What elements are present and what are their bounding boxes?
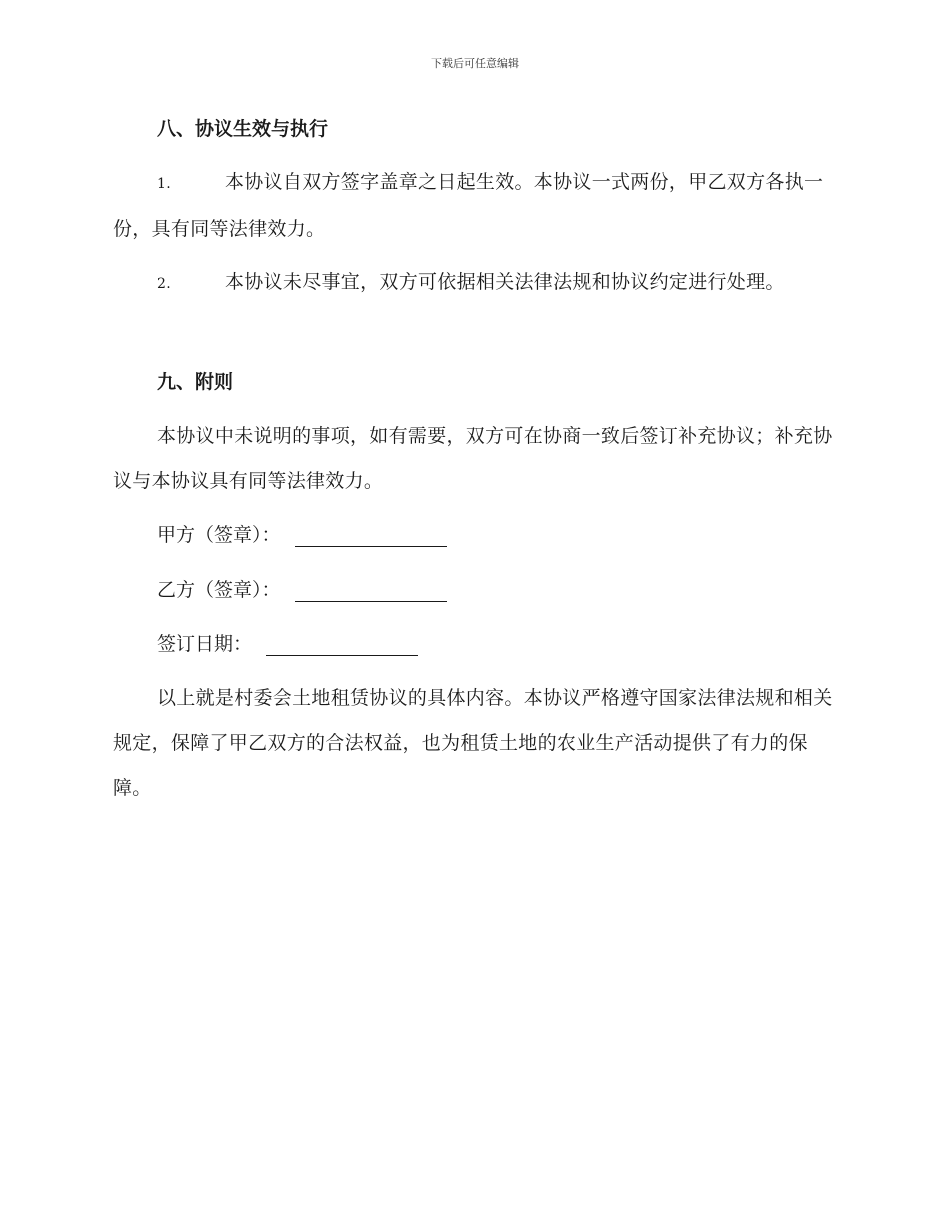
item-number: 1. (157, 176, 171, 192)
header-note: 下载后可任意编辑 (431, 57, 519, 70)
signing-date-label: 签订日期： (157, 633, 253, 655)
party-a-signature-blank[interactable] (295, 526, 447, 547)
section-8-item-2 (113, 260, 833, 307)
item-text: 本协议未尽事宜，双方可依据相关法律法规和协议约定进行处理。 (225, 271, 785, 293)
party-b-signature (157, 576, 447, 604)
section-8-item-1 (113, 160, 833, 252)
party-b-label: 乙方（签章）： (157, 579, 281, 601)
signing-date (157, 630, 418, 658)
party-a-signature (157, 521, 447, 549)
party-b-signature-blank[interactable] (295, 581, 447, 602)
item-text: 本协议自双方签字盖章之日起生效。本协议一式两份，甲乙双方各执一份，具有同等法律效力。 (113, 171, 824, 240)
section-9-title: 九、附则 (157, 371, 234, 393)
section-8-title: 八、协议生效与执行 (157, 118, 329, 140)
signing-date-blank[interactable] (266, 635, 418, 656)
party-a-label: 甲方（签章）： (157, 524, 281, 546)
closing-paragraph: 以上就是村委会土地租赁协议的具体内容。本协议严格遵守国家法律法规和相关规定，保障了甲乙双方的合法权益，也为租赁土地的农业生产活动提供了有力的保障。 (113, 687, 833, 799)
section-9-paragraph: 本协议中未说明的事项，如有需要，双方可在协商一致后签订补充协议；补充协议与本协议具有同等法律效力。 (113, 425, 833, 492)
item-number: 2. (157, 276, 171, 292)
